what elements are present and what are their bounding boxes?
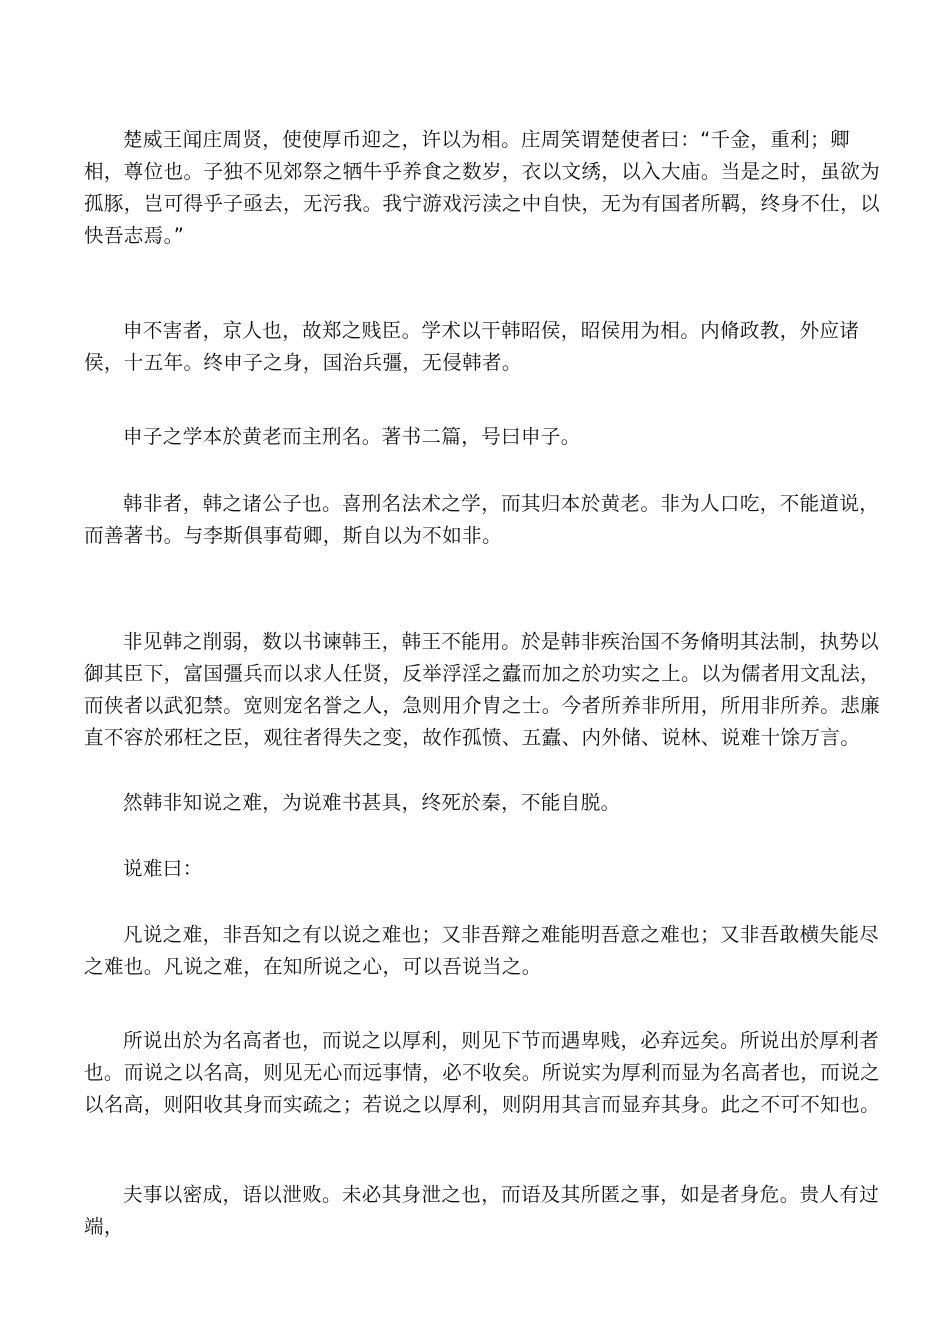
paragraph-shuonan-intro: 说难曰： bbox=[123, 857, 203, 880]
paragraph-persuasion: 所说出於为名高者也，而说之以厚利，则见下节而遇卑贱，必弃远矣。所说出於厚利者也。而说之以名高，则见无心而远事情，必不收矣。所说实为厚利而显为名高者也，而说之以名高，则阳收其身而实疏之；若说之以厚利，则阴用其言而显弃其身。此之不可不知也。 bbox=[84, 1029, 881, 1116]
paragraph-han-fei-death: 然韩非知说之难，为说难书甚具，终死於秦，不能自脱。 bbox=[123, 791, 621, 814]
paragraph-han-fei: 韩非者，韩之诸公子也。喜刑名法术之学，而其归本於黄老。非为人口吃，不能道说，而善著书。与李斯俱事荀卿，斯自以为不如非。 bbox=[84, 492, 880, 547]
paragraph-shen-buhai: 申不害者，京人也，故郑之贱臣。学术以干韩昭侯，昭侯用为相。内脩政教，外应诸侯，十五年。终申子之身，国治兵彊，无侵韩者。 bbox=[84, 319, 860, 374]
paragraph-shenzi-learning: 申子之学本於黄老而主刑名。著书二篇，号曰申子。 bbox=[123, 425, 581, 448]
paragraph-han-weakened: 非见韩之削弱，数以书谏韩王，韩王不能用。於是韩非疾治国不务脩明其法制，执势以御其臣下，富国彊兵而以求人任贤，反举浮淫之蠹而加之於功实之上。以为儒者用文乱法，而侠者以武犯禁。宽则宠名誉之人，急则用介胄之士。今者所养非所用，所用非所养。悲廉直不容於邪枉之臣，观往者得失之变，故作孤愤、五蠹、内外储、说林、说难十馀万言。 bbox=[84, 630, 881, 749]
paragraph-secrecy: 夫事以密成，语以泄败。未必其身泄之也，而语及其所匿之事，如是者身危。贵人有过端， bbox=[84, 1183, 880, 1238]
paragraph-zhuang-zhou: 楚威王闻庄周贤，使使厚币迎之，许以为相。庄周笑谓楚使者曰：“千金，重利；卿相，尊位也。子独不见郊祭之牺牛乎养食之数岁，衣以文绣，以入大庙。当是之时，虽欲为孤豚，岂可得乎子亟去，无污我。我宁游戏污渎之中自快，无为有国者所羁，终身不仕，以快吾志焉。” bbox=[84, 128, 881, 247]
paragraph-difficulty: 凡说之难，非吾知之有以说之难也；又非吾辩之难能明吾意之难也；又非吾敢横失能尽之难也。凡说之难，在知所说之心，可以吾说当之。 bbox=[84, 923, 880, 978]
